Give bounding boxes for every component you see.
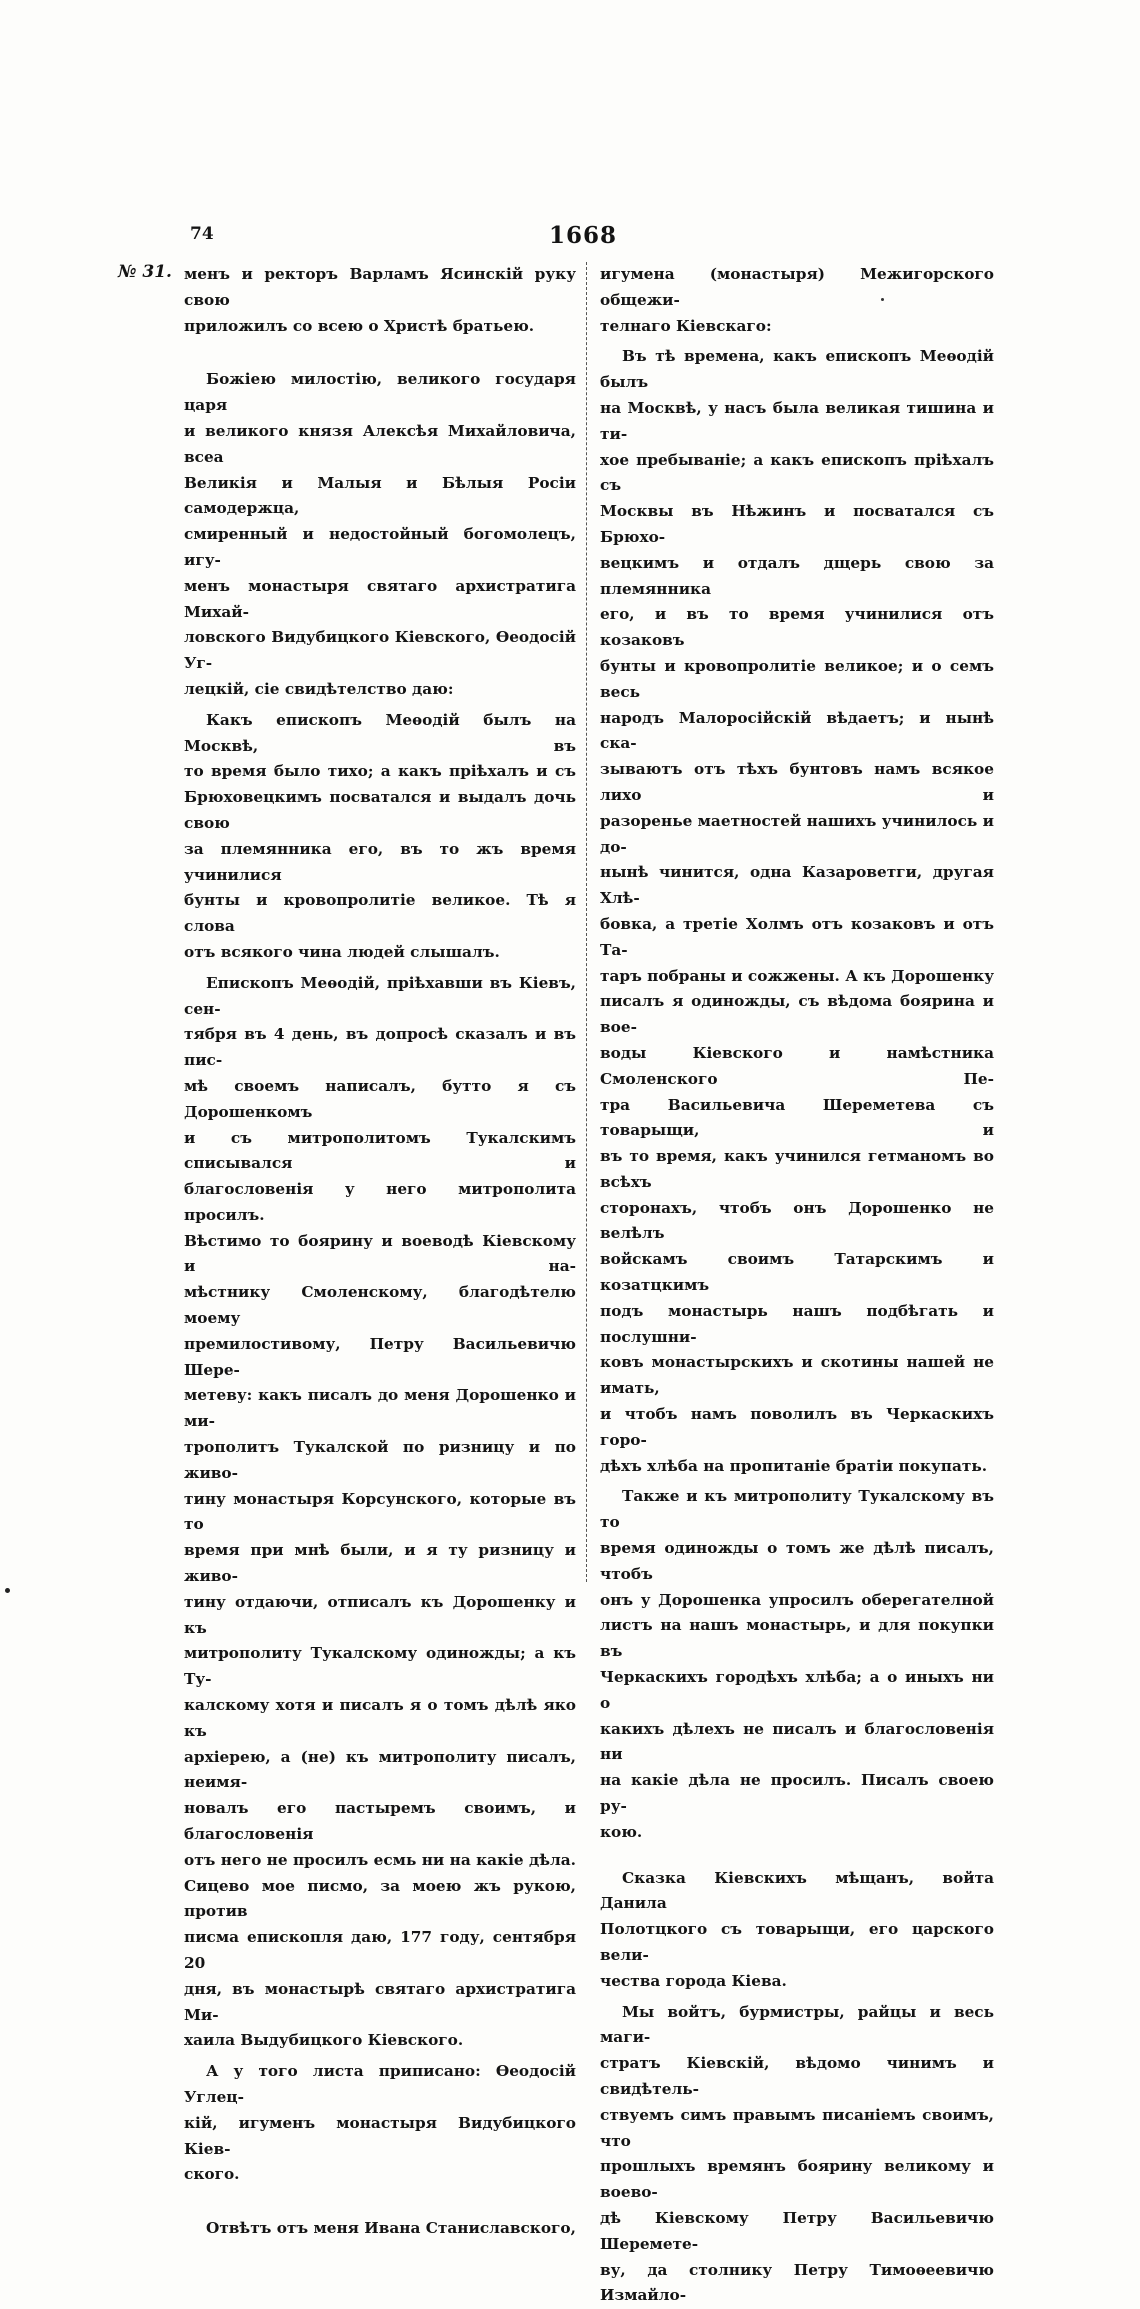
text-line: Полотцкого съ товарыщи, его царского вели-: [600, 1920, 994, 1964]
text-line: Какъ епископъ Меѳодій былъ на Москвѣ, въ: [184, 710, 576, 755]
text-line: кою.: [600, 1822, 643, 1841]
text-line: кій, игуменъ монастыря Видубицкого Кіев-: [184, 2113, 576, 2158]
text-line: народъ Малоросійскій вѣдаетъ; и нынѣ ска-: [600, 708, 994, 753]
left-title: [184, 367, 576, 702]
year-heading: 1668: [549, 222, 618, 249]
text-line: Епископъ Меѳодій, пріѣхавши въ Кіевъ, сен-: [184, 973, 576, 1018]
right-paragraph-3: [600, 2000, 994, 2309]
text-line: на Москвѣ, у насъ была великая тишина и ти-: [600, 398, 994, 443]
text-line: игумена (монастыря) Межигорского общежи-: [600, 265, 994, 309]
text-line: время при мнѣ были, и я ту ризницу и живо-: [184, 1541, 576, 1586]
text-line: Брюховецкимъ посватался и выдалъ дочь свою: [184, 788, 576, 832]
right-column: [600, 262, 994, 2309]
text-line: тину отдаючи, отписалъ къ Дорошенку и къ: [184, 1592, 576, 1637]
text-line: ловского Видубицкого Кіевского, Өеодосій Уг-: [184, 628, 576, 673]
page-number: 74: [190, 224, 214, 244]
text-line: дѣ Кіевскому Петру Васильевичю Шереметe-: [600, 2208, 994, 2253]
text-line: то время было тихо; а какъ пріѣхалъ и съ: [184, 762, 576, 781]
text-line: въ то время, какъ учинился гетманомъ во всѣхъ: [600, 1147, 994, 1191]
text-line: воды Кіевского и намѣстника Смоленского Пе-: [600, 1043, 994, 1088]
text-line: ского.: [184, 2165, 240, 2184]
text-line: метеву: какъ писалъ до меня Дорошенко и ми-: [184, 1386, 576, 1431]
right-paragraph-1: [600, 344, 994, 1479]
text-line: благословенія у него митрополита просилъ.: [184, 1180, 576, 1224]
text-line: дня, въ монастырѣ святаго архистратига Ми-: [184, 1979, 576, 2024]
text-line: бовка, а третіе Холмъ отъ козаковъ и отъ Та-: [600, 914, 994, 959]
ink-speck: [5, 1588, 10, 1593]
text-line: лецкій, сіе свидѣтелство даю:: [184, 679, 454, 698]
text-line: онъ у Дорошенка упросилъ оберегателной: [600, 1590, 994, 1609]
text-line: телнаго Кіевскаго:: [600, 316, 772, 335]
text-line: архіерею, а (не) къ митрополиту писалъ, неимя-: [184, 1747, 576, 1792]
text-line: Также и къ митрополиту Тукалскому въ то: [600, 1487, 994, 1532]
text-line: А у того листа приписано: Өеодосій Углец-: [184, 2062, 576, 2106]
text-line: менъ монастыря святаго архистратига Михай-: [184, 576, 576, 621]
text-line: Отвѣтъ отъ меня Ивана Станиславского,: [206, 2219, 576, 2238]
ink-dot: [881, 298, 884, 301]
left-paragraph-1: [184, 708, 576, 966]
document-number-label: № 31.: [118, 262, 172, 282]
left-paragraph-4: [184, 2216, 576, 2242]
text-line: прошлыхъ времянъ боярину великому и воево-: [600, 2157, 994, 2202]
text-line: и съ митрополитомъ Тукалскимъ списывался и: [184, 1128, 576, 1173]
text-line: и чтобъ намъ поволилъ въ Черкаскихъ горо-: [600, 1405, 994, 1449]
text-line: ву, да столнику Петру Тимоѳеевичю Измайло-: [600, 2260, 994, 2305]
text-line: Сказка Кіевскихъ мѣщанъ, войта Данила: [600, 1868, 994, 1913]
text-line: митрополиту Тукалскому одиножды; а къ Ту-: [184, 1644, 576, 1689]
left-paragraph-2: [184, 971, 576, 2054]
text-line: и великого князя Алексѣя Михайловича, всеа: [184, 421, 576, 466]
text-line: таръ побраны и сожжены. А къ Дорошенку: [600, 966, 995, 985]
text-line: писма епископля даю, 177 году, сентября 20: [184, 1928, 576, 1972]
text-line: войскамъ своимъ Татарскимъ и козатцкимъ: [600, 1250, 994, 1295]
right-paragraph-2: [600, 1484, 994, 1845]
text-line: тября въ 4 день, въ допросѣ сказалъ и въ пис-: [184, 1025, 576, 1070]
text-line: бунты и кровопролитіе великое; и о семъ весь: [600, 656, 994, 701]
left-paragraph-3: [184, 2059, 576, 2188]
text-line: хаила Выдубицкого Кіевского.: [184, 2031, 464, 2050]
text-line: зываютъ отъ тѣхъ бунтовъ намъ всякое лихо и: [600, 760, 994, 804]
left-column: [184, 262, 576, 2242]
text-line: Черкаскихъ городѣхъ хлѣба; а о иныхъ ни о: [600, 1668, 994, 1712]
text-line: Вѣстимо то боярину и воеводѣ Кіевскому и на-: [184, 1231, 576, 1276]
right-intro: [600, 262, 994, 339]
text-line: за племянника его, въ то жъ время учинилися: [184, 839, 576, 884]
text-line: отъ него не просилъ есмь ни на какіе дѣла.: [184, 1850, 576, 1869]
text-line: Сицево мое писмо, за моею жъ рукою, против: [184, 1876, 576, 1921]
text-line: листъ на нашъ монастырь, и для покупки въ: [600, 1616, 994, 1661]
text-line: вецкимъ и отдалъ дщерь свою за племянника: [600, 553, 994, 598]
text-line: ковъ монастырскихъ и скотины нашей не имать,: [600, 1353, 994, 1398]
text-line: нынѣ чинится, одна Казароветги, другая Хлѣ-: [600, 863, 994, 908]
text-line: отъ всякого чина людей слышалъ.: [184, 942, 500, 961]
text-line: его, и въ то время учинилися отъ козаковъ: [600, 605, 994, 650]
right-title: [600, 1866, 994, 1995]
text-line: стратъ Кіевскій, вѣдомо чинимъ и свидѣтель-: [600, 2054, 994, 2098]
text-line: трополитъ Тукалской по ризницу и по живо-: [184, 1438, 576, 1482]
text-line: тра Васильевича Шереметева съ товарыщи, и: [600, 1095, 994, 1140]
text-line: мѣстнику Смоленскому, благодѣтелю моему: [184, 1283, 576, 1328]
text-line: новалъ его пастыремъ своимъ, и благословенія: [184, 1799, 576, 1844]
text-line: мѣ своемъ написалъ, бутто я съ Дорошенкомъ: [184, 1076, 576, 1121]
text-line: Великія и Малыя и Бѣлыя Росіи самодержца,: [184, 473, 576, 518]
text-line: на какіе дѣла не просилъ. Писалъ своею ру-: [600, 1771, 994, 1816]
text-line: приложилъ со всею о Христѣ братьею.: [184, 316, 535, 335]
text-line: время одиножды о томъ же дѣлѣ писалъ, чтобъ: [600, 1539, 994, 1583]
text-line: ствуемъ симъ правымъ писаніемъ своимъ, что: [600, 2105, 994, 2150]
text-line: Божіею милостію, великого государя царя: [184, 370, 576, 415]
text-line: подъ монастырь нашъ подбѣгать и послушни-: [600, 1301, 994, 1346]
text-line: какихъ дѣлехъ не писалъ и благословенія ни: [600, 1719, 994, 1764]
text-line: хое пребываніе; а какъ епископъ пріѣхалъ съ: [600, 450, 994, 495]
text-line: менъ и ректоръ Варламъ Ясинскій руку свою: [184, 265, 576, 309]
text-line: смиренный и недостойный богомолецъ, игу-: [184, 525, 576, 569]
text-line: дѣхъ хлѣба на пропитаніе братіи покупать.: [600, 1456, 988, 1475]
text-line: Въ тѣ времена, какъ епископъ Меѳодій былъ: [600, 347, 994, 392]
text-line: Москвы въ Нѣжинъ и посватался съ Брюхо-: [600, 502, 994, 546]
text-line: сторонахъ, чтобъ онъ Дорошенко не велѣлъ: [600, 1198, 994, 1243]
text-line: Мы войтъ, бурмистры, райцы и весь маги-: [600, 2002, 994, 2047]
text-line: калскому хотя и писалъ я о томъ дѣлѣ яко къ: [184, 1696, 576, 1740]
left-intro: [184, 262, 576, 339]
text-line: бунты и кровопролитіе великое. Тѣ я слова: [184, 891, 576, 936]
column-divider: [586, 262, 587, 1582]
text-line: премилостивому, Петру Васильевичю Шере-: [184, 1334, 576, 1379]
text-line: чества города Кіева.: [600, 1971, 787, 1990]
text-line: разоренье маетностей нашихъ учинилось и до-: [600, 811, 994, 856]
text-line: тину монастыря Корсунского, которые въ то: [184, 1489, 576, 1534]
text-line: писалъ я одиножды, съ вѣдома боярина и вое-: [600, 992, 994, 1037]
